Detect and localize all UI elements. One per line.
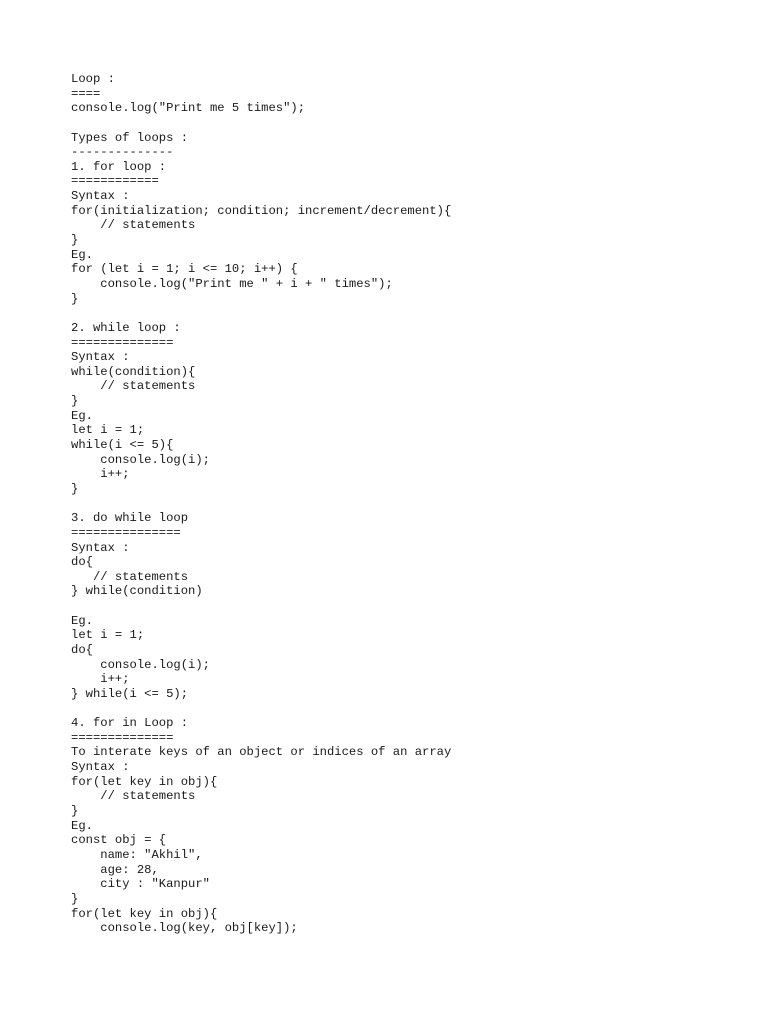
text-line: } while(i <= 5); (71, 686, 189, 701)
text-line: let i = 1; (71, 628, 145, 643)
text-line: name: "Akhil", (71, 847, 203, 862)
text-line: ==== (71, 86, 101, 101)
text-line: // statements (71, 218, 196, 233)
text-line: } (71, 891, 79, 906)
text-line (71, 702, 751, 717)
text-line: } (71, 291, 79, 306)
text-line: for(initialization; condition; increment/decrement){ (71, 203, 452, 218)
text-line: ============ (71, 174, 159, 189)
text-line: } (71, 481, 79, 496)
text-line: =============== (71, 525, 181, 540)
text-line: Eg. (71, 408, 93, 423)
text-line: age: 28, (71, 862, 159, 877)
text-line: Eg. (71, 818, 93, 833)
text-line: Eg. (71, 247, 93, 262)
text-line: Types of loops : (71, 130, 189, 145)
text-line: 2. while loop : (71, 320, 181, 335)
text-line: console.log(key, obj[key]); (71, 921, 298, 936)
text-line: do{ (71, 642, 93, 657)
text-line: } (71, 233, 79, 248)
text-line: for (let i = 1; i <= 10; i++) { (71, 262, 298, 277)
text-line: console.log("Print me " + i + " times"); (71, 276, 393, 291)
text-line: Syntax : (71, 350, 130, 365)
text-line: } (71, 394, 79, 409)
text-line: 4. for in Loop : (71, 716, 189, 731)
text-line: console.log(i); (71, 657, 210, 672)
text-line: while(i <= 5){ (71, 438, 174, 453)
text-line: console.log(i); (71, 452, 210, 467)
text-line: To interate keys of an object or indices of an array (71, 745, 452, 760)
text-line: ============== (71, 335, 174, 350)
text-line: const obj = { (71, 833, 167, 848)
text-line: 1. for loop : (71, 159, 167, 174)
text-line: console.log("Print me 5 times"); (71, 101, 306, 116)
text-line: while(condition){ (71, 364, 196, 379)
text-line: Syntax : (71, 540, 130, 555)
text-line: city : "Kanpur" (71, 877, 210, 892)
text-line: do{ (71, 555, 93, 570)
document-text-block (71, 72, 751, 936)
text-line: i++; (71, 467, 130, 482)
text-line: } (71, 804, 79, 819)
text-line (71, 497, 751, 512)
text-line: -------------- (71, 145, 174, 160)
text-line: 3. do while loop (71, 511, 189, 526)
text-line: ============== (71, 730, 174, 745)
text-line: Syntax : (71, 189, 130, 204)
text-line: // statements (71, 789, 196, 804)
text-line: let i = 1; (71, 423, 145, 438)
text-line: Syntax : (71, 760, 130, 775)
text-line (71, 599, 751, 614)
text-line: for(let key in obj){ (71, 906, 218, 921)
text-line: i++; (71, 672, 130, 687)
text-line (71, 306, 751, 321)
text-line: Loop : (71, 72, 115, 86)
text-line: Eg. (71, 613, 93, 628)
text-line: } while(condition) (71, 584, 203, 599)
text-line: for(let key in obj){ (71, 774, 218, 789)
text-line: // statements (71, 379, 196, 394)
text-line (71, 116, 751, 131)
text-line: // statements (71, 569, 189, 584)
